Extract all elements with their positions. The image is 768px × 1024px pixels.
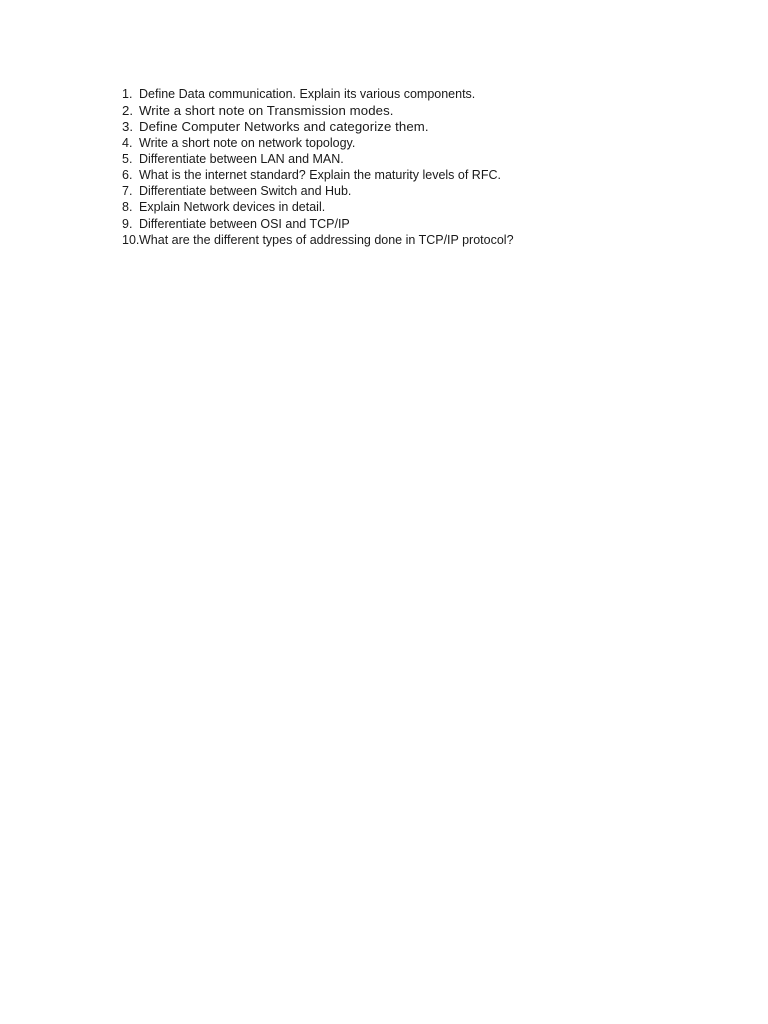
question-number: 7. — [122, 184, 133, 199]
question-item — [112, 200, 712, 216]
question-text: Define Computer Networks and categorize them. — [139, 119, 429, 135]
question-number: 2. — [122, 103, 134, 119]
question-number: 9. — [122, 216, 133, 231]
question-item — [112, 87, 712, 103]
question-item — [112, 103, 712, 119]
question-item — [112, 168, 712, 184]
question-number: 4. — [122, 135, 133, 150]
question-text: What is the internet standard? Explain the maturity levels of RFC. — [139, 167, 501, 182]
question-number: 6. — [122, 167, 133, 182]
question-item — [112, 217, 712, 233]
question-item — [112, 233, 712, 249]
question-number: 5. — [122, 151, 133, 166]
question-number: 3. — [122, 119, 134, 135]
question-text: Define Data communication. Explain its various components. — [139, 87, 476, 101]
question-text: Differentiate between OSI and TCP/IP — [139, 216, 350, 231]
question-item — [112, 119, 712, 135]
question-text: What are the different types of addressing done in TCP/IP protocol? — [139, 232, 514, 247]
question-list — [112, 87, 712, 249]
question-item — [112, 184, 712, 200]
question-text: Differentiate between LAN and MAN. — [139, 151, 344, 166]
question-text: Write a short note on Transmission modes. — [139, 103, 394, 119]
question-number: 8. — [122, 200, 133, 215]
question-text: Explain Network devices in detail. — [139, 200, 326, 215]
question-text: Differentiate between Switch and Hub. — [139, 184, 352, 199]
question-number: 1. — [122, 87, 133, 101]
question-text: Write a short note on network topology. — [139, 135, 356, 150]
question-number: 10. — [122, 232, 140, 247]
question-item — [112, 152, 712, 168]
question-item — [112, 136, 712, 152]
